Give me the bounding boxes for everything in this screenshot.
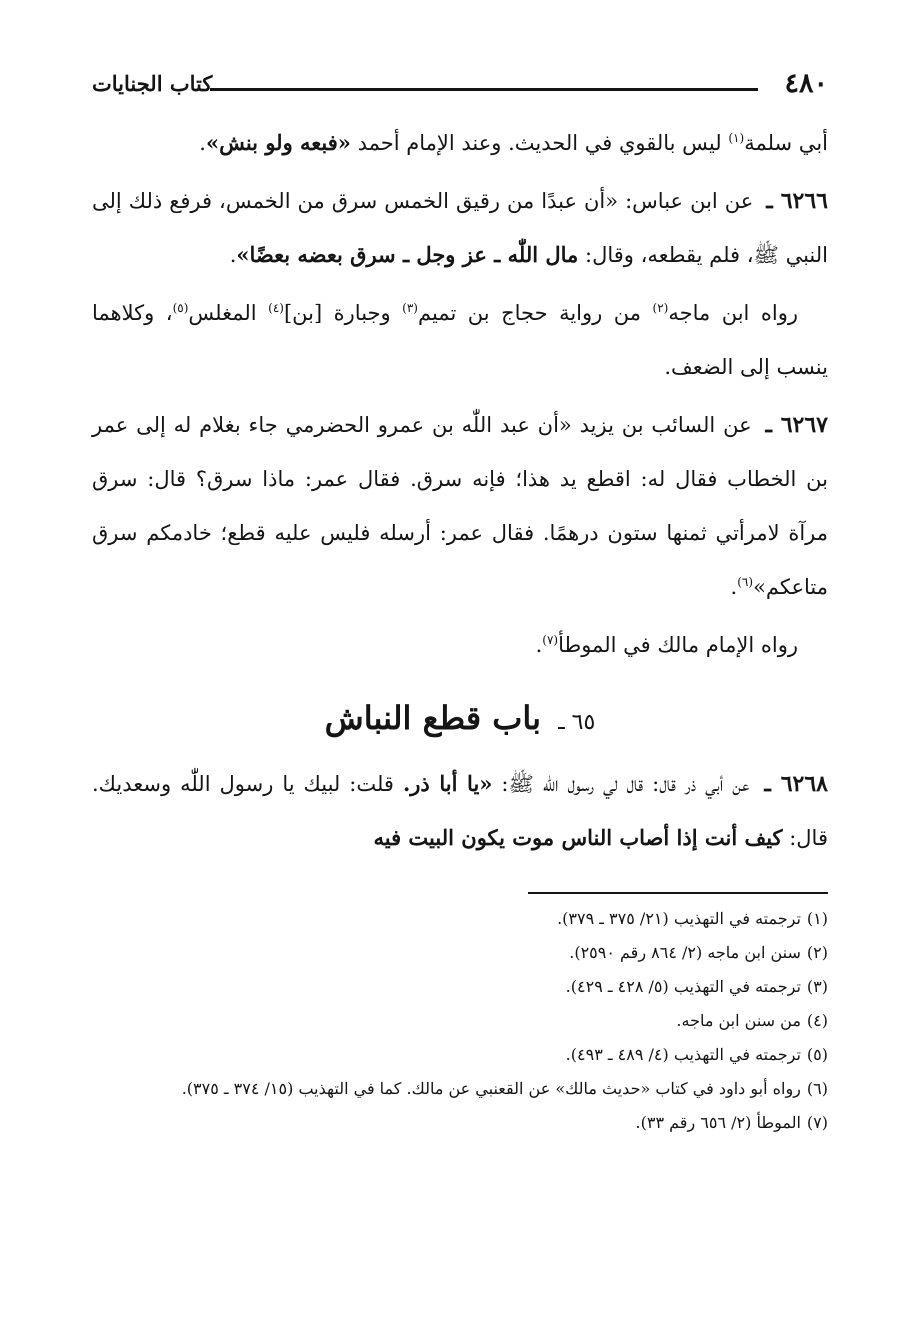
- footnote-text: ترجمته في التهذيب (٢١/ ٣٧٥ ـ ٣٧٩).: [557, 909, 801, 928]
- text: .: [730, 575, 738, 599]
- bold-quote: كيف أنت إذا أصاب الناس موت يكون البيت فيه: [373, 825, 783, 850]
- footnote-ref: (٣): [402, 301, 418, 315]
- footnote-7: [92, 1106, 828, 1140]
- footnote-ref: (٧): [542, 633, 559, 647]
- continuation-paragraph: [92, 116, 828, 170]
- narration-6267: [92, 618, 828, 672]
- bold-quote: «يا أبا ذر.: [402, 771, 493, 796]
- footnote-text: سنن ابن ماجه (٢/ ٨٦٤ رقم ٢٥٩٠).: [569, 943, 801, 962]
- text: رواه ابن ماجه: [668, 301, 798, 325]
- footnote-2: [92, 936, 828, 970]
- hadith-number: ٦٢٦٦ ـ: [766, 188, 828, 214]
- footnote-text: الموطأ (٢/ ٦٥٦ رقم ٣٣).: [635, 1113, 801, 1132]
- footnote-ref: (٤): [268, 301, 284, 315]
- bold-quote: «فبعه ولو بنش»: [205, 130, 351, 155]
- footnote-1: [92, 902, 828, 936]
- hadith-text: عن ابن عباس: «أن عبدًا من رقيق الخمس سرق من الخمس، فرفع ذلك إلى النبي ﷺ، فلم يقطعه، وقال:: [92, 189, 828, 267]
- footnote-text: ترجمته في التهذيب (٤/ ٤٨٩ ـ ٤٩٣).: [565, 1045, 801, 1064]
- footnote-ref: (٥): [172, 301, 189, 315]
- footnote-text: من سنن ابن ماجه.: [676, 1011, 801, 1030]
- page-number: ٤٨٠: [784, 68, 828, 99]
- footnote-ref: (٦): [737, 575, 754, 589]
- text: .: [199, 131, 206, 155]
- hadith-text: عن أبي ذر قال: قال لي رسول اللّٰه ﷺ:: [492, 772, 750, 796]
- footnote-label: (٧): [806, 1113, 828, 1132]
- footnote-label: (٦): [806, 1079, 828, 1098]
- footnote-ref: (٢): [652, 301, 669, 315]
- text: أبي سلمة: [744, 131, 828, 155]
- text: من رواية حجاج بن تميم: [417, 301, 653, 325]
- text: ، وكلاهما ينسب إلى الضعف.: [92, 301, 828, 379]
- footnote-label: (٥): [806, 1045, 828, 1064]
- footnote-label: (١): [806, 909, 828, 928]
- footnote-label: (٤): [806, 1011, 828, 1030]
- footnote-text: ترجمته في التهذيب (٥/ ٤٢٨ ـ ٤٢٩).: [565, 977, 801, 996]
- footnote-6: [92, 1072, 828, 1106]
- footnote-label: (٣): [806, 977, 828, 996]
- hadith-number: ٦٢٦٧ ـ: [765, 412, 828, 438]
- hadith-number: ٦٢٦٨ ـ: [764, 771, 828, 797]
- footnote-ref: (١): [728, 131, 745, 145]
- header-rule: [210, 88, 758, 91]
- hadith-6267: [92, 398, 828, 614]
- footnote-3: [92, 970, 828, 1004]
- footnote-4: [92, 1004, 828, 1038]
- section-heading: [92, 690, 828, 751]
- hadith-6268: [92, 757, 828, 865]
- footnote-text: رواه أبو داود في كتاب «حديث مالك» عن القعنبي عن مالك. كما في التهذيب (١٥/ ٣٧٤ ـ ٣٧٥).: [181, 1079, 801, 1098]
- text: المغلس: [188, 301, 269, 325]
- book-title: كتاب الجنايات: [92, 71, 213, 96]
- hadith-6266: [92, 174, 828, 282]
- text: رواه الإمام مالك في الموطأ: [558, 633, 798, 657]
- running-header: [92, 66, 828, 102]
- section-number: ٦٥ ـ: [558, 710, 596, 735]
- text: .: [229, 243, 237, 267]
- footnote-rule: [528, 892, 828, 894]
- section-title: باب قطع النباش: [324, 699, 542, 737]
- text: وجبارة [بن]: [283, 301, 403, 325]
- text: .: [535, 633, 543, 657]
- footnote-5: [92, 1038, 828, 1072]
- footnotes: [92, 902, 828, 1140]
- hadith-text: عن السائب بن يزيد «أن عبد اللّٰه بن عمرو الحضرمي جاء بغلام له إلى عمر بن الخطاب فقال له: اقطع يد هذا؛ فإنه سرق. فقال عمر: ماذا سرق؟ قال: سرق مرآة لامرأتي ثمنها ستون درهمًا. فقال عمر: أرسله فليس عليه قطع؛ خادمكم سرق متاعكم»: [92, 413, 828, 599]
- bold-quote: مال اللّٰه ـ عز وجل ـ سرق بعضه بعضًا»: [236, 242, 579, 267]
- narration-6266: [92, 286, 828, 394]
- text: ليس بالقوي في الحديث. وعند الإمام أحمد: [350, 131, 729, 155]
- main-text: [92, 116, 828, 865]
- text: قلت: لبيك يا رسول اللّٰه وسعديك. قال:: [92, 772, 828, 850]
- footnote-label: (٢): [806, 943, 828, 962]
